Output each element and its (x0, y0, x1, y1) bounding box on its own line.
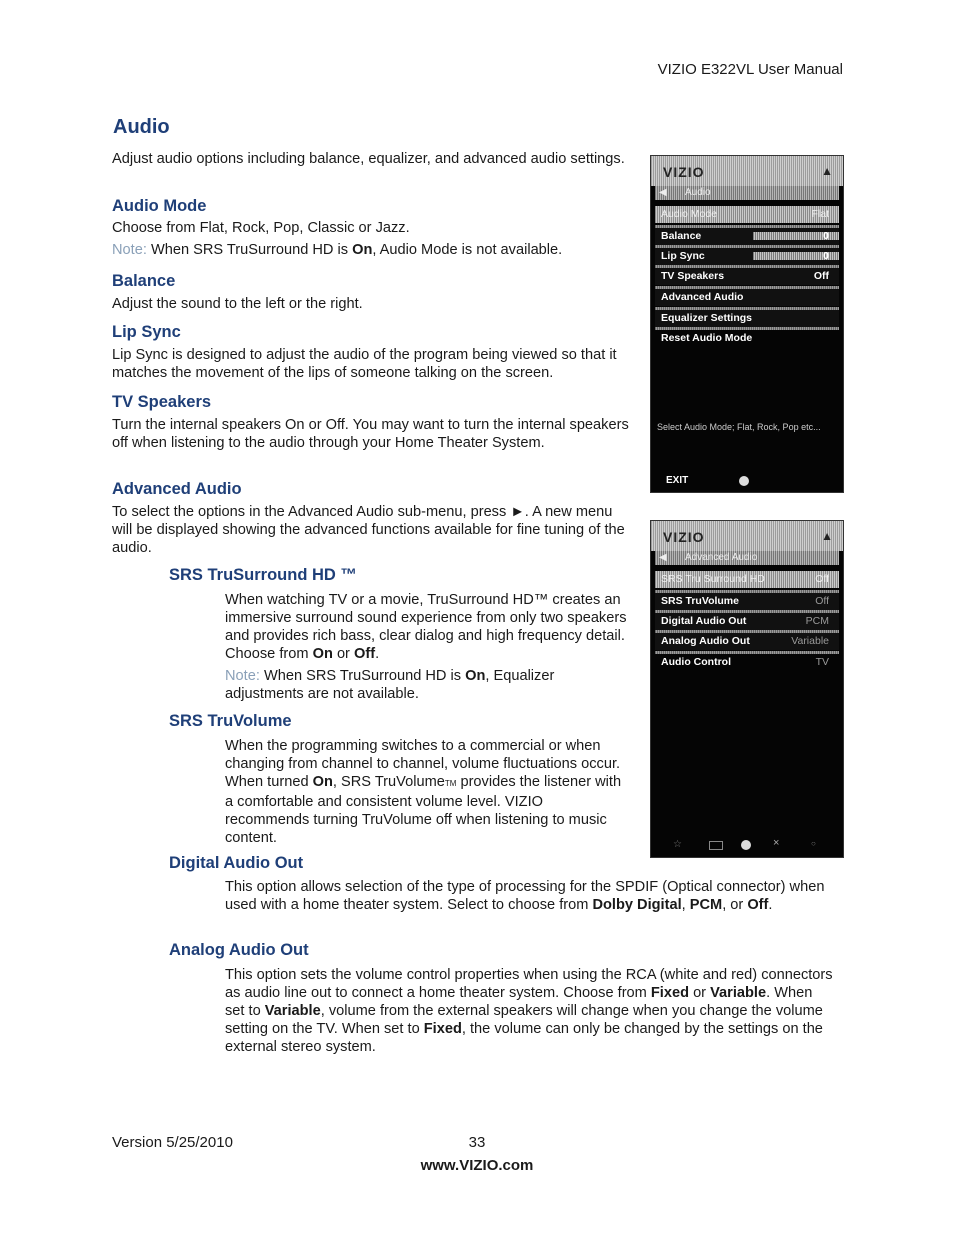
breadcrumb-label: Advanced Audio (685, 552, 758, 563)
note-on: On (352, 242, 373, 258)
close-icon: × (773, 837, 780, 849)
audio-mode-text: Choose from Flat, Rock, Pop, Classic or Jazz. (112, 220, 410, 236)
tv-row-srs-trusurround: SRS Tru Surround HD Off (655, 571, 839, 588)
srs-trusurround-note: Note: When SRS TruSurround HD is On, Equalizer adjustments are not available. (225, 668, 555, 702)
info-icon: ○ (811, 839, 816, 848)
vizio-logo: VIZIO (663, 164, 705, 180)
section-title: Audio (113, 116, 170, 138)
tv-speakers-block (112, 392, 632, 452)
analog-audio-out-text: This option sets the volume control properties when using the RCA (white and red) connectors as audio line out to connect a home theater system. Choose from Fixed or Variable. When set to Variable, volume from the external speakers will change when you change the volume setting on the TV. When set to Fixed, the volume can only be changed by the settings on the external stereo system. (225, 967, 833, 1055)
lip-sync-block (112, 322, 632, 382)
srs-trusurround-text: When watching TV or a movie, TruSurround HD™ creates an immersive surround sound experience from only two speakers and provides rich bass, clear dialog and high frequency detail. Choose from On or Off. (225, 592, 627, 662)
back-arrow-icon: ◀ (659, 552, 667, 563)
tv-menu-advanced-audio (650, 520, 844, 858)
tv-row-balance: Balance 0 (655, 228, 839, 245)
balance-block (112, 271, 632, 313)
note-label: Note: (112, 242, 147, 258)
lip-sync-text: Lip Sync is designed to adjust the audio of the program being viewed so that it matches the movement of the lips of someone talking on the screen. (112, 347, 617, 381)
srs-truvolume-block (225, 737, 630, 847)
tv-hint-text: Select Audio Mode; Flat, Rock, Pop etc... (657, 422, 821, 432)
tv-row-advanced-audio: Advanced Audio (655, 289, 839, 306)
tv-menu-header (651, 521, 843, 551)
audio-mode-heading: Audio Mode (112, 197, 207, 215)
note-text-end: , Audio Mode is not available. (372, 242, 563, 258)
tv-row-audio-mode: Audio Mode Flat (655, 206, 839, 223)
tv-menu-header (651, 156, 843, 186)
vizio-logo: VIZIO (663, 529, 705, 545)
footer-version: Version 5/25/2010 (112, 1134, 233, 1151)
exit-button-icon (741, 840, 751, 850)
advanced-audio-block (112, 479, 632, 557)
tv-row-audio-control: Audio Control TV (661, 656, 829, 668)
tv-exit-label: EXIT (666, 475, 689, 486)
digital-audio-out-heading: Digital Audio Out (169, 854, 304, 872)
analog-audio-out-block (225, 966, 835, 1056)
balance-heading: Balance (112, 272, 176, 290)
digital-audio-out-text: This option allows selection of the type of processing for the SPDIF (Optical connector) when used with a home theater system. Select to choose from Dolby Digital, PCM, or Off. (225, 879, 825, 913)
star-icon: ☆ (673, 839, 682, 850)
note-text: When SRS TruSurround HD is (146, 242, 353, 258)
srs-truvolume-heading: SRS TruVolume (169, 712, 292, 730)
tv-row-lip-sync: Lip Sync 0 (655, 248, 839, 265)
srs-trusurround-heading: SRS TruSurround HD ™ (169, 566, 357, 584)
tv-speakers-text: Turn the internal speakers On or Off. You may want to turn the internal speakers off when listening to the audio through your Home Theater System. (112, 417, 629, 451)
lip-sync-heading: Lip Sync (112, 323, 181, 341)
advanced-audio-heading: Advanced Audio (112, 480, 242, 498)
home-icon: ▲ (821, 529, 833, 543)
srs-truvolume-text: When the programming switches to a commercial or when changing from channel to channel, volume fluctuations occur. When turned On, SRS TruVolumeTM provides the listener with a comfortable and consistent volume level. VIZIO recommends turning TruVolume off when listening to music content. (225, 738, 622, 846)
footer-page-number: 33 (468, 1134, 486, 1151)
digital-audio-out-block (225, 878, 835, 914)
manual-title: VIZIO E322VL User Manual (657, 61, 843, 78)
audio-mode-note (112, 241, 632, 259)
widget-icon (709, 841, 723, 850)
home-icon: ▲ (821, 164, 833, 178)
tv-breadcrumb (655, 551, 839, 565)
tv-row-digital-audio-out: Digital Audio Out PCM (655, 613, 839, 630)
balance-text: Adjust the sound to the left or the right. (112, 296, 363, 312)
intro-text: Adjust audio options including balance, equalizer, and advanced audio settings. (112, 151, 625, 167)
analog-audio-out-heading: Analog Audio Out (169, 941, 309, 959)
back-arrow-icon: ◀ (659, 187, 667, 198)
footer-url: www.VIZIO.com (420, 1157, 534, 1174)
tv-menu-audio (650, 155, 844, 493)
tv-row-reset-audio: Reset Audio Mode (661, 332, 753, 344)
tv-row-analog-audio-out: Analog Audio Out Variable (655, 633, 839, 650)
intro-block (112, 150, 632, 168)
tv-row-equalizer: Equalizer Settings (655, 310, 839, 327)
advanced-audio-text: To select the options in the Advanced Audio sub-menu, press ►. A new menu will be displayed showing the advanced functions available for fine tuning of the audio. (112, 504, 625, 556)
breadcrumb-label: Audio (685, 187, 711, 198)
tv-row-srs-truvolume: SRS TruVolume Off (655, 593, 839, 610)
exit-button-icon (739, 476, 749, 486)
srs-trusurround-block (225, 591, 630, 703)
tv-row-tv-speakers: TV Speakers Off (655, 268, 839, 285)
tv-speakers-heading: TV Speakers (112, 393, 212, 411)
tv-breadcrumb (655, 186, 839, 200)
audio-mode-block (112, 196, 632, 259)
